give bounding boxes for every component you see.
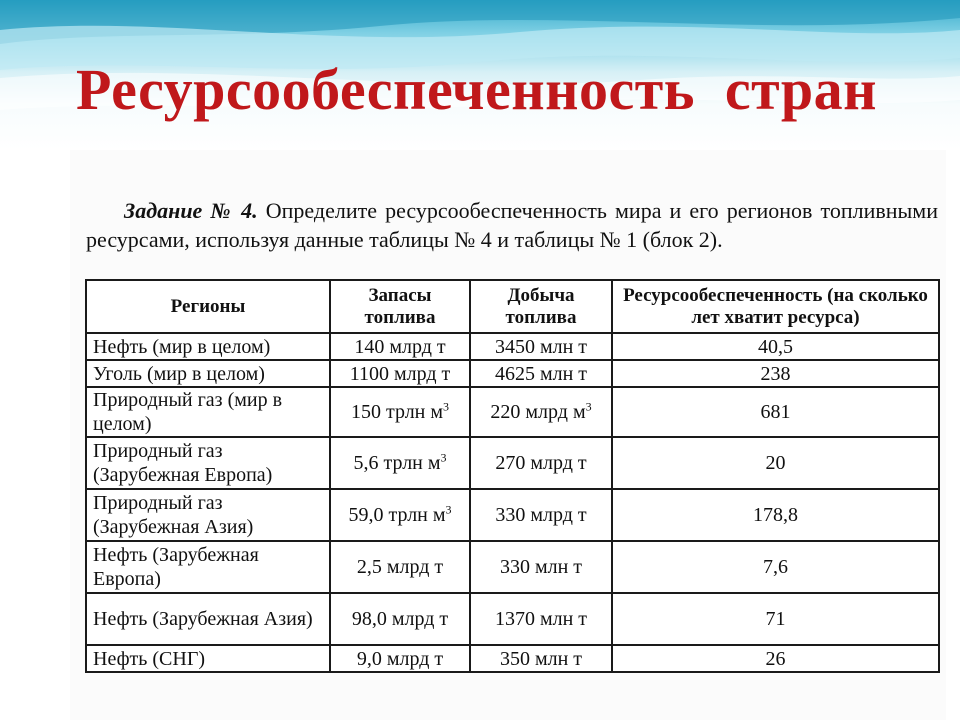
task-text: Определите ресурсообеспеченность мира и его регионов топливными ресурсами, используя данные таблицы № 4 и таблицы № 1 (блок 2). bbox=[86, 198, 938, 252]
production-cell: 3450 млн т bbox=[470, 333, 612, 360]
production-cell: 330 млрд т bbox=[470, 489, 612, 541]
region-cell: Природный газ (Зарубежная Европа) bbox=[86, 437, 330, 489]
production-cell: 350 млн т bbox=[470, 645, 612, 672]
reserves-cell: 9,0 млрд т bbox=[330, 645, 470, 672]
reserves-cell: 98,0 млрд т bbox=[330, 593, 470, 645]
region-cell: Нефть (СНГ) bbox=[86, 645, 330, 672]
region-cell: Нефть (Зарубежная Азия) bbox=[86, 593, 330, 645]
table-row bbox=[86, 360, 939, 387]
header-reserves: Запасы топлива bbox=[330, 280, 470, 333]
task-paragraph bbox=[86, 196, 938, 254]
reserves-cell: 1100 млрд т bbox=[330, 360, 470, 387]
region-cell: Нефть (мир в целом) bbox=[86, 333, 330, 360]
production-cell: 1370 млн т bbox=[470, 593, 612, 645]
years-cell: 178,8 bbox=[612, 489, 939, 541]
years-cell: 681 bbox=[612, 387, 939, 437]
production-cell: 330 млн т bbox=[470, 541, 612, 593]
production-cell: 4625 млн т bbox=[470, 360, 612, 387]
table-row bbox=[86, 593, 939, 645]
header-production: Добыча топлива bbox=[470, 280, 612, 333]
region-cell: Нефть (Зарубежная Европа) bbox=[86, 541, 330, 593]
header-resource-years: Ресурсообеспеченность (на сколько лет хватит ресурса) bbox=[612, 280, 939, 333]
years-cell: 40,5 bbox=[612, 333, 939, 360]
years-cell: 71 bbox=[612, 593, 939, 645]
region-cell: Природный газ (Зарубежная Азия) bbox=[86, 489, 330, 541]
table-row bbox=[86, 645, 939, 672]
reserves-cell: 140 млрд т bbox=[330, 333, 470, 360]
table-row bbox=[86, 489, 939, 541]
table-row bbox=[86, 333, 939, 360]
table-row bbox=[86, 541, 939, 593]
task-label: Задание № 4. bbox=[124, 198, 258, 223]
production-cell: 220 млрд $м^3$ bbox=[470, 387, 612, 437]
reserves-cell: 150 трлн $м^3$ bbox=[330, 387, 470, 437]
years-cell: 20 bbox=[612, 437, 939, 489]
reserves-cell: 59,0 трлн $м^3$ bbox=[330, 489, 470, 541]
resource-table bbox=[85, 279, 940, 673]
years-cell: 7,6 bbox=[612, 541, 939, 593]
table-row bbox=[86, 387, 939, 437]
production-cell: 270 млрд т bbox=[470, 437, 612, 489]
reserves-cell: 2,5 млрд т bbox=[330, 541, 470, 593]
header-regions: Регионы bbox=[86, 280, 330, 333]
years-cell: 26 bbox=[612, 645, 939, 672]
reserves-cell: 5,6 трлн $м^3$ bbox=[330, 437, 470, 489]
table-header-row bbox=[86, 280, 939, 333]
region-cell: Природный газ (мир в целом) bbox=[86, 387, 330, 437]
table-row bbox=[86, 437, 939, 489]
region-cell: Уголь (мир в целом) bbox=[86, 360, 330, 387]
years-cell: 238 bbox=[612, 360, 939, 387]
slide-title: Ресурсообеспеченность стран bbox=[76, 57, 878, 122]
